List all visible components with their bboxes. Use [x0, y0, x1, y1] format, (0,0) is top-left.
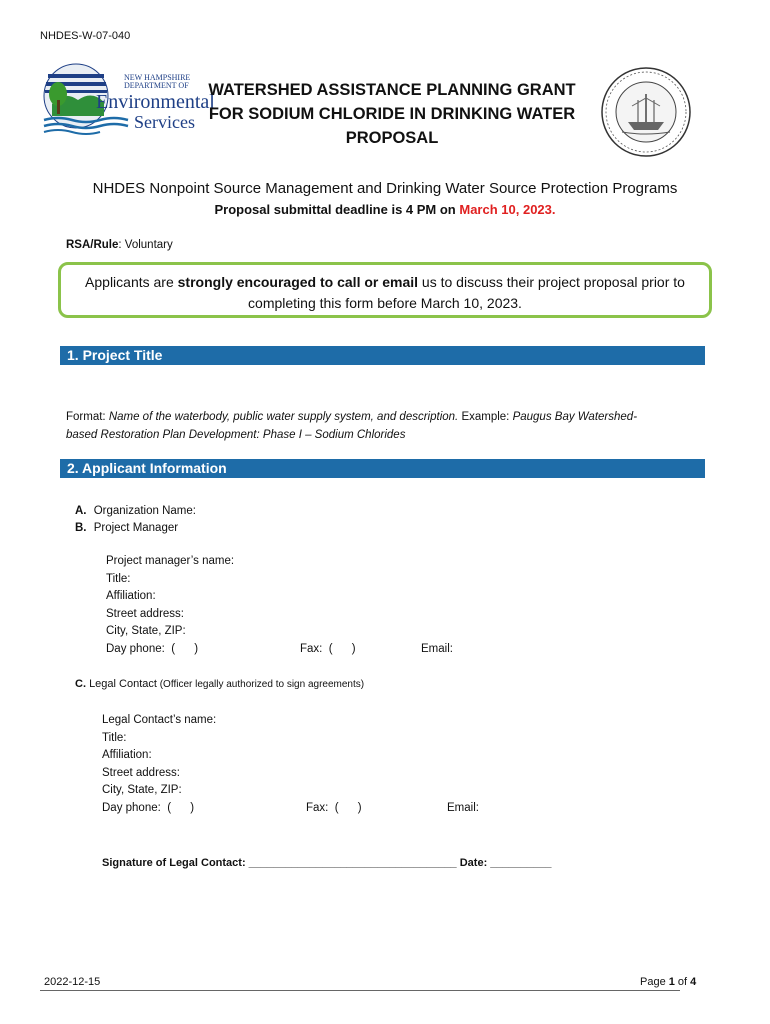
- lc-phone-label: Day phone: ( ): [102, 802, 195, 814]
- lc-email-label: Email:: [447, 802, 479, 814]
- deadline-prefix: Proposal submittal deadline is 4 PM on: [214, 202, 460, 217]
- signature-line: Signature of Legal Contact: __________________________________ Date: __________: [102, 857, 552, 869]
- lc-street-label: Street address:: [102, 767, 180, 779]
- project-manager-label: Project Manager: [93, 522, 179, 534]
- title-line-2: FOR SODIUM CHLORIDE IN DRINKING WATER: [208, 105, 576, 123]
- state-seal: [600, 66, 692, 158]
- pm-street-label: Street address:: [106, 608, 184, 620]
- lc-affiliation-label: Affiliation:: [102, 749, 152, 761]
- item-a-letter: A.: [75, 505, 87, 517]
- form-title: [190, 78, 594, 150]
- org-name-label: Organization Name:: [93, 505, 196, 517]
- pm-title-label: Title:: [106, 573, 131, 585]
- logo-text-2: DEPARTMENT OF: [124, 81, 189, 90]
- nhdes-logo: [38, 60, 215, 142]
- format-description: Name of the waterbody, public water supply system, and description.: [108, 411, 459, 423]
- logo-text-4: Services: [134, 112, 195, 132]
- deadline-date: March 10, 2023.: [459, 202, 556, 217]
- project-title-format: [66, 408, 706, 444]
- pm-email-label: Email:: [421, 643, 453, 655]
- footer-date: 2022-12-15: [44, 976, 101, 988]
- rsa-label: RSA/Rule: [66, 239, 119, 251]
- pm-affiliation-label: Affiliation:: [106, 590, 156, 602]
- rsa-value: : Voluntary: [118, 239, 173, 251]
- legal-contact-note: (Officer legally authorized to sign agreements): [156, 679, 365, 690]
- title-line-1: WATERSHED ASSISTANCE PLANNING GRANT: [208, 81, 576, 99]
- example-text-1: Paugus Bay Watershed-: [512, 411, 638, 423]
- page-mid: of: [674, 976, 691, 988]
- item-c-letter: C.: [75, 678, 86, 690]
- lc-name-label: Legal Contact’s name:: [102, 714, 217, 726]
- rsa-rule: [66, 239, 173, 251]
- pm-name-label: Project manager’s name:: [106, 555, 235, 567]
- section-1-header: 1. Project Title: [60, 346, 705, 365]
- pm-city-label: City, State, ZIP:: [106, 625, 186, 637]
- page-number: [640, 976, 696, 988]
- item-b-letter: B.: [75, 522, 87, 534]
- legal-contact-row: [75, 676, 364, 694]
- section-2-header: 2. Applicant Information: [60, 459, 705, 478]
- program-subtitle: NHDES Nonpoint Source Management and Drinking Water Source Protection Programs: [92, 180, 678, 197]
- footer-divider: [40, 990, 680, 991]
- callout-emphasis: strongly encouraged to call or email: [177, 274, 419, 290]
- format-label: Format:: [66, 411, 109, 423]
- lc-fax-label: Fax: ( ): [306, 802, 362, 814]
- pm-fax-label: Fax: ( ): [300, 643, 356, 655]
- document-id: NHDES-W-07-040: [40, 30, 131, 42]
- lc-title-label: Title:: [102, 732, 127, 744]
- example-text-2: based Restoration Plan Development: Phase I – Sodium Chlorides: [66, 429, 406, 441]
- logo-text-3: Environmental: [96, 91, 215, 113]
- title-line-3: PROPOSAL: [345, 129, 439, 147]
- example-label: Example:: [458, 411, 513, 423]
- org-name-row: [75, 503, 196, 521]
- page-current: 1: [668, 976, 675, 988]
- page-prefix: Page: [640, 976, 669, 988]
- callout-line2: completing this form before March 10, 2023.: [248, 295, 522, 311]
- deadline-notice: [40, 202, 730, 217]
- logo-text-1: NEW HAMPSHIRE: [124, 73, 191, 82]
- callout-part1: Applicants are: [85, 274, 178, 290]
- pm-phone-label: Day phone: ( ): [106, 643, 199, 655]
- page-total: 4: [690, 976, 697, 988]
- callout-part2: us to discuss their project proposal prior to: [418, 274, 685, 290]
- contact-callout: [58, 262, 712, 318]
- lc-city-label: City, State, ZIP:: [102, 784, 182, 796]
- project-manager-row: [75, 520, 178, 538]
- legal-contact-label: Legal Contact: [89, 678, 157, 690]
